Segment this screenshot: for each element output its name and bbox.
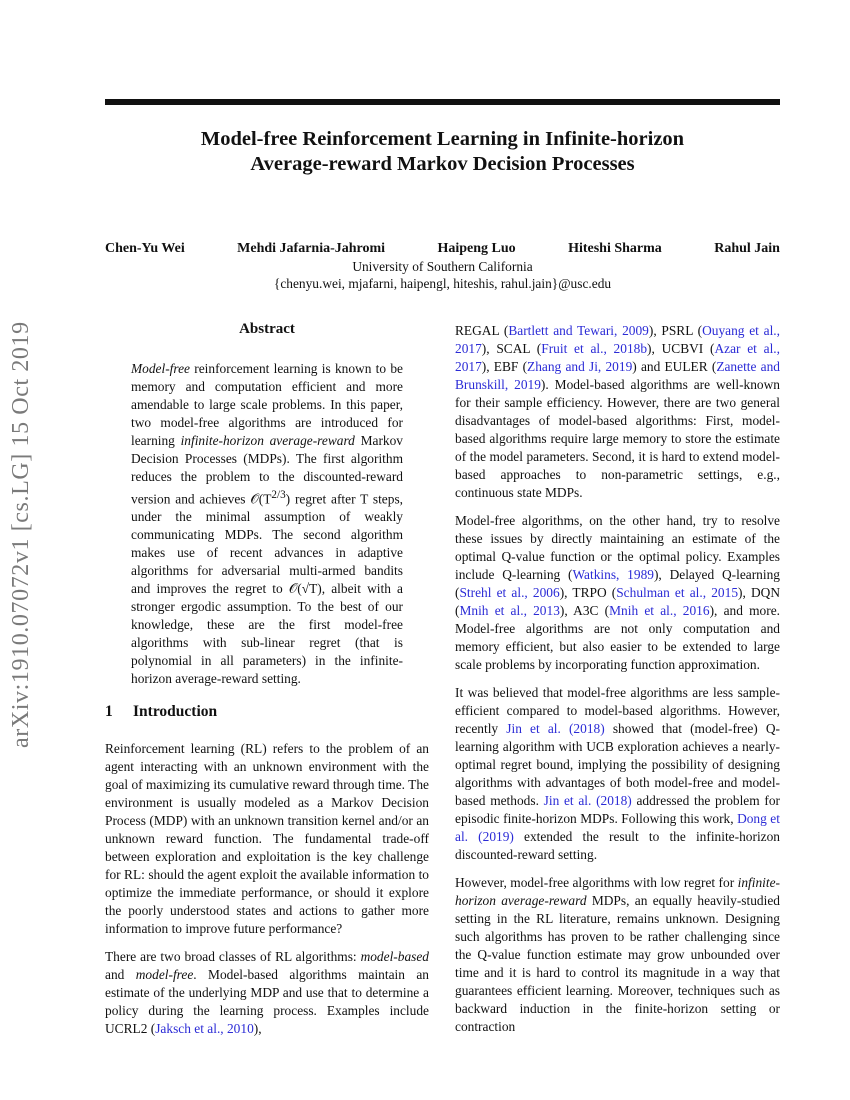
title-line-2: Average-reward Markov Decision Processes	[250, 153, 635, 175]
text: MDPs, an equally heavily-studied setting in the RL literature, remains unknown. Designing such algorithms has proven to be rather challenging since the Q-value function estimate may grow unbounded over time and it is hard to control its magnitude in a way that guarantees efficient learning. Moreover, techniques such as backward induction in the finite-horizon setting or contraction	[455, 893, 780, 1034]
citation-link[interactable]: Zanette and Brunskill, 2019	[455, 359, 781, 392]
paragraph	[105, 948, 429, 1038]
citation-link[interactable]: Dong et al. (2019)	[455, 811, 780, 844]
author-name: Mehdi Jafarnia-Jahromi	[237, 241, 386, 256]
text: REGAL (	[455, 323, 509, 338]
text: extended the result to the infinite-horizon discounted-reward setting.	[455, 829, 780, 862]
affiliation: University of Southern California	[352, 259, 533, 274]
section-title: Introduction	[133, 703, 218, 720]
author-emails: {chenyu.wei, mjafarni, haipengl, hiteshis, rahul.jain}@usc.edu	[273, 276, 612, 291]
emphasis: Model-free	[131, 361, 190, 376]
text: It was believed that model-free algorithms are less sample-efficient compared to model-based algorithms. However, recently	[455, 685, 780, 736]
title-line-1: Model-free Reinforcement Learning in Infinite-horizon	[200, 128, 685, 150]
emphasis: infinite-horizon average-reward	[455, 875, 780, 908]
left-column-body	[105, 740, 429, 1048]
author-name: Hiteshi Sharma	[568, 241, 662, 256]
citation-link[interactable]: Jin et al. (2018)	[543, 793, 632, 808]
abstract-part: reinforcement learning is known to be memory and computation efficient and more amendable to large scale problems. In this paper, two model-free algorithms are introduced for learning	[131, 361, 403, 448]
paragraph	[455, 512, 780, 674]
citation-link[interactable]: Mnih et al., 2016	[609, 603, 710, 618]
citation-link[interactable]: Mnih et al., 2013	[459, 603, 560, 618]
emphasis: model-free	[135, 967, 194, 982]
text: . Model-based algorithms maintain an estimate of the underlying MDP and use that to determine a policy during the learning process. Examples include UCRL2 (	[105, 967, 429, 1036]
text: ), A3C (	[559, 603, 610, 618]
abstract-part: Markov Decision Processes (MDPs). The first algorithm reduces the problem to the discounted-reward version and achieves 𝒪(T	[131, 433, 403, 507]
author-list	[105, 241, 780, 257]
text: showed that (model-free) Q-learning algorithm with UCB exploration achieves a nearly-optimal regret bound, implying the possibility of designing algorithms with advantages of both model-free and model-based methods.	[455, 721, 781, 808]
right-column-body	[455, 322, 780, 1046]
citation-link[interactable]: Azar et al., 2017	[455, 341, 780, 374]
citation-link[interactable]: Schulman et al., 2015	[616, 585, 739, 600]
abstract-heading: Abstract	[239, 321, 295, 337]
text: However, model-free algorithms with low regret for	[455, 875, 738, 890]
citation-link[interactable]: Fruit et al., 2018b	[541, 341, 648, 356]
citation-link[interactable]: Jin et al. (2018)	[506, 721, 605, 736]
paper-title	[105, 127, 780, 177]
text: There are two broad classes of RL algorithms:	[105, 949, 361, 964]
paragraph: Reinforcement learning (RL) refers to the problem of an agent interacting with an unknown environment with the goal of maximizing its cumulative reward through time. The environment is usually modeled as a Markov Decision Process (MDP) with an unknown transition kernel and/or an unknown reward function. The fundamental trade-off between exploration and exploitation is the key challenge for RL: should the agent exploit the available information to optimize the immediate performance, or should it explore the poorly understood states and actions to gather more information to improve future performance?	[105, 741, 429, 936]
text: ), Delayed Q-learning (	[455, 567, 780, 600]
text: ), TRPO (	[559, 585, 617, 600]
citation-link[interactable]: Jaksch et al., 2010	[155, 1021, 254, 1036]
citation-link[interactable]: Bartlett and Tewari, 2009	[508, 323, 649, 338]
section-heading-introduction	[105, 703, 429, 721]
text: Model-free algorithms, on the other hand, try to resolve these issues by directly maintaining an estimate of the optimal Q-value function or the optimal policy. Examples include Q-learning (	[455, 513, 780, 582]
emphasis: model-based	[360, 949, 429, 964]
paragraph	[455, 322, 780, 502]
arxiv-stamp: arXiv:1910.07072v1 [cs.LG] 15 Oct 2019	[8, 321, 34, 748]
text: ), SCAL (	[481, 341, 542, 356]
paragraph	[455, 874, 780, 1036]
citation-link[interactable]: Watkins, 1989	[572, 567, 654, 582]
text: ). Model-based algorithms are well-known for their sample efficiency. However, there are two general disadvantages of model-based algorithms: First, model-based algorithms require large memory to store the estimate of the model parameters. Second, it is hard to extend model-based approaches to non-parametric settings, e.g., continuous state MDPs.	[455, 377, 780, 500]
emphasis: infinite-horizon average-reward	[180, 433, 355, 448]
text: ), DQN (	[455, 585, 780, 618]
text: and	[105, 967, 136, 982]
citation-link[interactable]: Strehl et al., 2006	[459, 585, 560, 600]
text: addressed the problem for episodic finite-horizon MDPs. Following this work,	[455, 793, 780, 826]
text: ), and more. Model-free algorithms are not only computation and memory efficient, but also easier to be extended to large scale problems by incorporating function approximation.	[455, 603, 780, 672]
paragraph	[455, 684, 780, 864]
author-name: Chen-Yu Wei	[105, 241, 185, 256]
text: ),	[253, 1021, 262, 1036]
section-number: 1	[105, 703, 113, 720]
abstract-text	[131, 360, 403, 688]
author-name: Rahul Jain	[714, 241, 780, 256]
text: ) and EULER (	[632, 359, 717, 374]
citation-link[interactable]: Ouyang et al., 2017	[455, 323, 780, 356]
abstract-part: ) regret after T steps, under the minimal assumption of weakly communicating MDPs. The second algorithm makes use of recent advances in adaptive algorithms for adversarial multi-armed bandits and improves the regret to 𝒪(√T), albeit with a stronger ergodic assumption. To the best of our knowledge, these are the first model-free algorithms with sub-linear regret (that is polynomial in all parameters) in the infinite-horizon average-reward setting.	[131, 491, 404, 687]
text: ), UCBVI (	[647, 341, 715, 356]
citation-link[interactable]: Zhang and Ji, 2019	[527, 359, 633, 374]
author-name: Haipeng Luo	[437, 241, 516, 256]
text: ), EBF (	[481, 359, 528, 374]
exponent: 2/3	[271, 489, 286, 501]
text: ), PSRL (	[648, 323, 703, 338]
title-rule	[105, 99, 780, 105]
